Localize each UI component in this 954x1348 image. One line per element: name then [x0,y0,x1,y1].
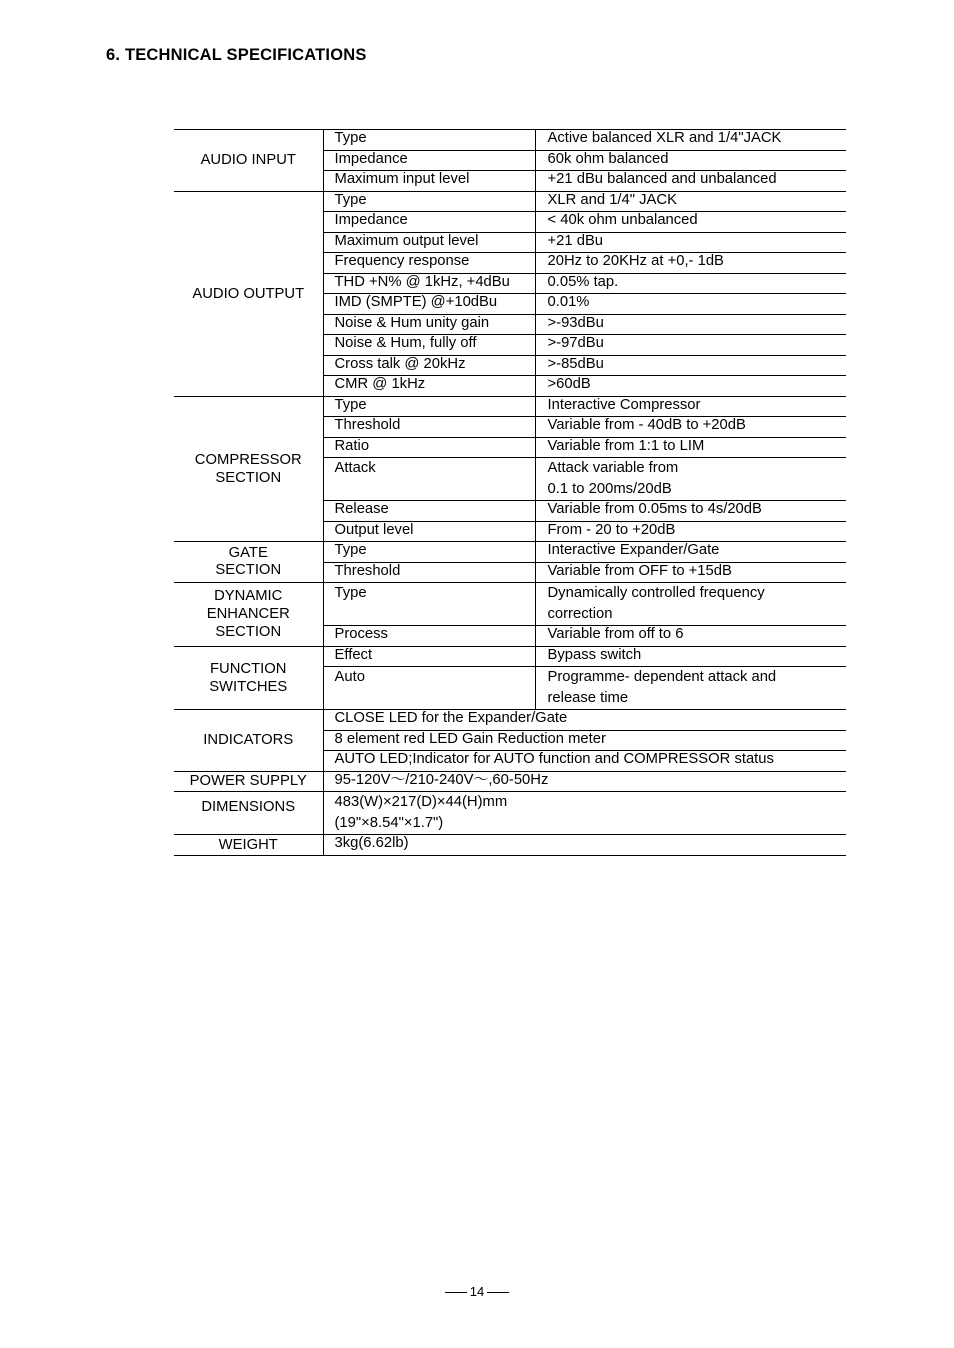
section-label-line: DYNAMIC [214,588,283,605]
value-cell: 8 element red LED Gain Reduction meter [323,730,846,751]
value-line: 0.1 to 200ms/20dB [547,481,672,497]
param-cell: Output level [323,521,535,542]
section-label-line: ENHANCER [206,606,290,623]
param-cell: Noise & Hum unity gain [323,314,535,335]
value-cell [535,667,846,710]
value-cell: 0.05% tap. [535,273,846,294]
table-row [174,191,846,212]
param-cell: Impedance [323,212,535,233]
value-cell: >-97dBu [535,335,846,356]
param-cell: Attack [323,458,535,501]
param-cell: CMR @ 1kHz [323,376,535,397]
value-cell [535,458,846,501]
value-cell: >60dB [535,376,846,397]
section-audio-output: AUDIO OUTPUT [174,191,323,396]
value-line: Attack variable from [547,460,679,476]
table-row [174,710,846,731]
param-cell: Frequency response [323,253,535,274]
param-cell: Type [323,130,535,151]
table-row [174,583,846,626]
param-cell: Maximum output level [323,232,535,253]
param-cell: Maximum input level [323,171,535,192]
value-cell: >-85dBu [535,355,846,376]
value-cell [323,792,846,835]
value-line: release time [547,690,629,706]
section-label-line: SECTION [215,469,282,486]
value-cell: Variable from off to 6 [535,626,846,647]
section-power-supply: POWER SUPPLY [174,771,323,792]
section-compressor [174,396,323,542]
table-row [174,646,846,667]
page-number-dash [445,1292,467,1293]
value-cell: XLR and 1/4" JACK [535,191,846,212]
value-line: (19"×8.54"×1.7") [334,815,444,831]
value-cell: 95-120V～/210-240V～,60-50Hz [323,771,846,792]
section-indicators: INDICATORS [174,710,323,772]
section-gate [174,542,323,583]
param-cell: Release [323,501,535,522]
param-cell: Effect [323,646,535,667]
param-cell: Noise & Hum, fully off [323,335,535,356]
param-cell: Type [323,396,535,417]
value-cell [535,583,846,626]
value-cell: +21 dBu balanced and unbalanced [535,171,846,192]
section-label-line: SECTION [215,624,282,641]
section-dimensions: DIMENSIONS [174,792,323,835]
value-cell: Variable from OFF to +15dB [535,562,846,583]
value-cell: From - 20 to +20dB [535,521,846,542]
page-number [0,1284,954,1299]
section-function-switches [174,646,323,710]
param-cell: Auto [323,667,535,710]
section-label-line: FUNCTION [210,660,287,677]
value-line: Dynamically controlled frequency [547,585,765,601]
value-cell: Interactive Compressor [535,396,846,417]
table-row [174,771,846,792]
param-cell: THD +N% @ 1kHz, +4dBu [323,273,535,294]
value-cell: 60k ohm balanced [535,150,846,171]
value-line: Programme- dependent attack and [547,669,777,685]
value-cell: 20Hz to 20KHz at +0,- 1dB [535,253,846,274]
table-row [174,542,846,563]
table-row [174,835,846,856]
specifications-table [174,129,846,856]
value-cell: Variable from 0.05ms to 4s/20dB [535,501,846,522]
param-cell: Type [323,583,535,626]
value-cell: +21 dBu [535,232,846,253]
page-number-dash [487,1292,509,1293]
table-row [174,396,846,417]
param-cell: Threshold [323,562,535,583]
value-cell: >-93dBu [535,314,846,335]
value-cell: Variable from 1:1 to LIM [535,437,846,458]
value-cell: 3kg(6.62lb) [323,835,846,856]
section-audio-input: AUDIO INPUT [174,130,323,192]
value-line: 483(W)×217(D)×44(H)mm [334,794,508,810]
param-cell: Threshold [323,417,535,438]
value-cell: Active balanced XLR and 1/4"JACK [535,130,846,151]
value-cell: Variable from - 40dB to +20dB [535,417,846,438]
param-cell: Impedance [323,150,535,171]
param-cell: Ratio [323,437,535,458]
param-cell: IMD (SMPTE) @+10dBu [323,294,535,315]
table-row [174,792,846,835]
table-row [174,130,846,151]
param-cell: Process [323,626,535,647]
value-line: correction [547,606,613,622]
value-cell: Interactive Expander/Gate [535,542,846,563]
section-dynamic-enhancer [174,583,323,647]
section-weight: WEIGHT [174,835,323,856]
page-title: 6. TECHNICAL SPECIFICATIONS [106,46,367,64]
section-label-line: GATE [228,545,268,561]
value-cell: Bypass switch [535,646,846,667]
page-number-text: 14 [469,1284,485,1299]
value-cell: < 40k ohm unbalanced [535,212,846,233]
param-cell: Type [323,542,535,563]
value-cell: AUTO LED;Indicator for AUTO function and COMPRESSOR status [323,751,846,772]
section-label-line: SECTION [215,562,282,578]
section-label-line: COMPRESSOR [194,451,302,468]
section-label-line: SWITCHES [209,678,288,695]
value-cell: CLOSE LED for the Expander/Gate [323,710,846,731]
param-cell: Type [323,191,535,212]
value-cell: 0.01% [535,294,846,315]
param-cell: Cross talk @ 20kHz [323,355,535,376]
